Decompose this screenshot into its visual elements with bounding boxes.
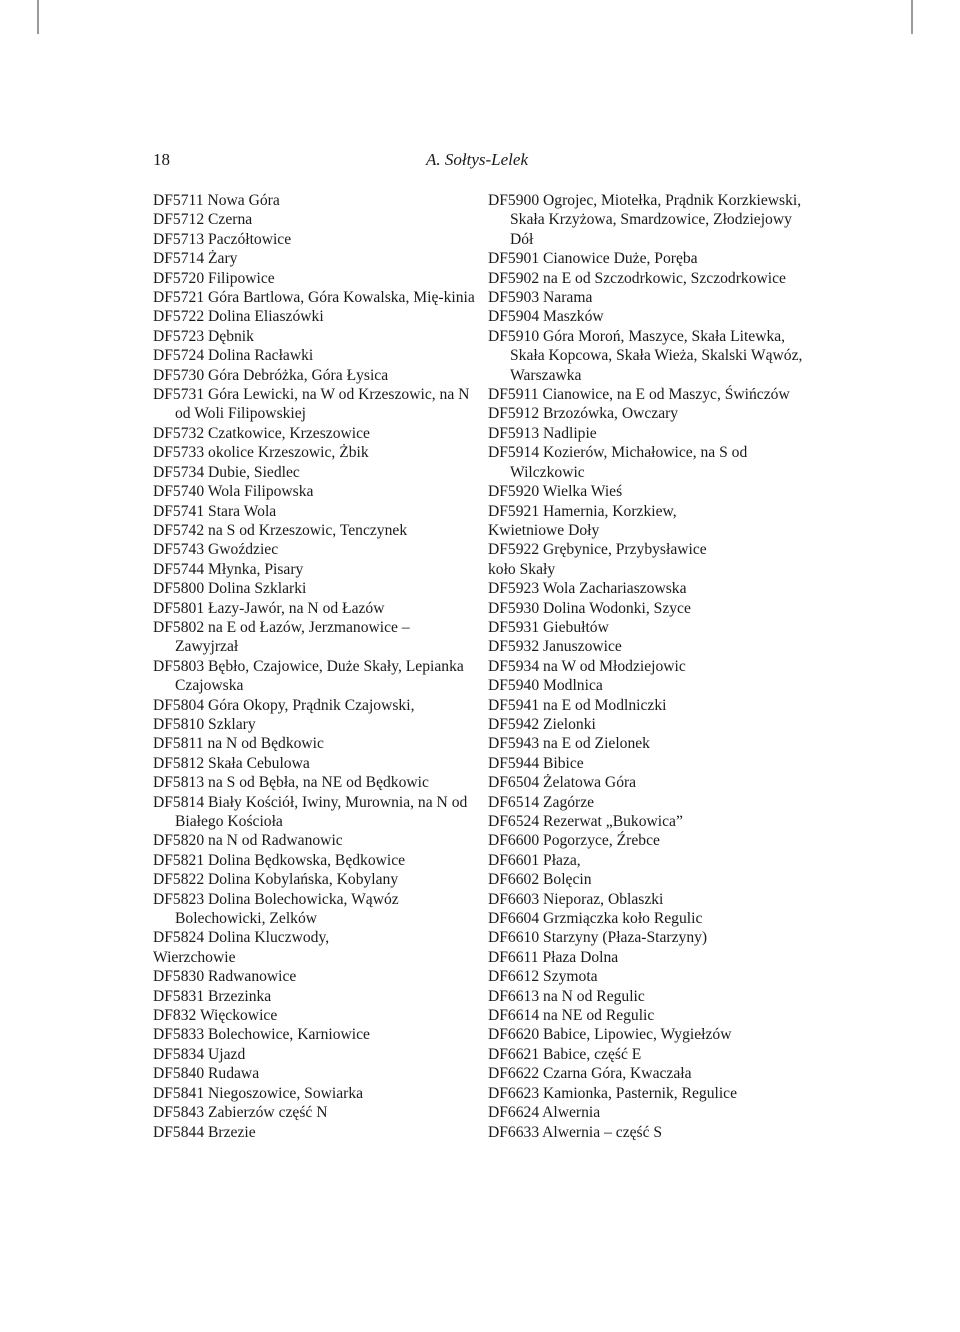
list-item: DF6623 Kamionka, Pasternik, Regulice [488, 1084, 738, 1102]
page-number: 18 [153, 150, 170, 169]
list-item: DF5820 na N od Radwanowic [153, 832, 343, 850]
list-item: DF5714 Żary [153, 250, 238, 268]
list-item: DF5741 Stara Wola [153, 502, 277, 520]
list-item: DF5814 Biały Kościół, Iwiny, Murownia, na N od Białego Kościoła [153, 793, 468, 830]
list-item: Wierzchowie [153, 948, 236, 966]
list-item: DF5804 Góra Okopy, Prądnik Czajowski, [153, 696, 415, 714]
list-item: DF5942 Zielonki [488, 715, 596, 733]
list-item: DF5711 Nowa Góra [153, 192, 280, 209]
list-item: DF5823 Dolina Bolechowicka, Wąwóz Bolechowicki, Zelków [153, 890, 399, 928]
list-item: DF5843 Zabierzów część N [153, 1104, 328, 1122]
list-item: DF5900 Ogrojec, Miotełka, Prądnik Korzkiewski, Skała Krzyżowa, Smardzowice, Złodziejowy Dół [488, 192, 802, 248]
list-item: DF6514 Zagórze [488, 793, 595, 811]
right-column-list [488, 191, 810, 1142]
list-item: DF6504 Żelatowa Góra [488, 774, 637, 792]
list-item: DF5734 Dubie, Siedlec [153, 463, 300, 481]
list-item: DF5733 okolice Krzeszowic, Żbik [153, 444, 369, 462]
list-item: DF5912 Brzozówka, Owczary [488, 405, 679, 423]
list-item: koło Skały [488, 560, 556, 578]
list-item: DF5813 na S od Bębła, na NE od Będkowic [153, 774, 429, 792]
list-item: DF6601 Płaza, [488, 851, 581, 869]
list-item: DF6602 Bolęcin [488, 871, 592, 889]
left-column-list [153, 191, 475, 1142]
list-item: DF6613 na N od Regulic [488, 987, 645, 1005]
list-item: DF6600 Pogorzyce, Źrebce [488, 832, 660, 850]
list-item: DF5712 Czerna [153, 211, 253, 229]
list-item: DF5723 Dębnik [153, 327, 254, 345]
list-item: DF5743 Gwoździec [153, 541, 279, 559]
list-item: DF5841 Niegoszowice, Sowiarka [153, 1084, 364, 1102]
list-item: DF5732 Czatkowice, Krzeszowice [153, 424, 370, 442]
list-item: Kwietniowe Doły [488, 521, 600, 539]
list-item: DF5713 Paczółtowice [153, 230, 292, 248]
list-item: DF5801 Łazy-Jawór, na N od Łazów [153, 599, 385, 617]
list-item: DF5944 Bibice [488, 754, 584, 772]
list-item: DF5721 Góra Bartlowa, Góra Kowalska, Mię-kinia [153, 289, 475, 307]
running-head-author: A. Sołtys-Lelek [426, 150, 528, 169]
list-item: DF5724 Dolina Racławki [153, 347, 314, 365]
list-item: DF5904 Maszków [488, 308, 604, 326]
list-item: DF5901 Cianowice Duże, Poręba [488, 250, 698, 268]
list-item: DF5833 Bolechowice, Karniowice [153, 1026, 370, 1044]
list-item: DF5810 Szklary [153, 715, 256, 733]
list-item: DF5923 Wola Zachariaszowska [488, 580, 687, 598]
list-item: DF5921 Hamernia, Korzkiew, [488, 502, 677, 520]
list-item: DF5720 Filipowice [153, 269, 275, 287]
list-item: DF5844 Brzezie [153, 1123, 256, 1141]
list-item: DF5811 na N od Będkowic [153, 735, 324, 753]
list-item: DF5803 Bębło, Czajowice, Duże Skały, Lepianka Czajowska [153, 657, 464, 695]
list-item: DF6524 Rezerwat „Bukowica” [488, 813, 683, 830]
list-item: DF5940 Modlnica [488, 677, 603, 695]
list-item: DF5834 Ujazd [153, 1045, 246, 1063]
list-item: DF5910 Góra Moroń, Maszyce, Skała Litewka, Skała Kopcowa, Skała Wieża, Skalski Wąwóz, Warszawka [488, 327, 803, 384]
list-item: DF5943 na E od Zielonek [488, 735, 650, 753]
list-item: DF5830 Radwanowice [153, 968, 297, 986]
list-item: DF5831 Brzezinka [153, 987, 272, 1005]
list-item: DF5930 Dolina Wodonki, Szyce [488, 599, 691, 617]
list-item: DF6624 Alwernia [488, 1104, 601, 1122]
list-item: DF5740 Wola Filipowska [153, 483, 314, 501]
list-item: DF5812 Skała Cebulowa [153, 754, 310, 772]
list-item: DF5742 na S od Krzeszowic, Tenczynek [153, 521, 408, 539]
list-item: DF6633 Alwernia – część S [488, 1123, 663, 1141]
list-item: DF6612 Szymota [488, 968, 598, 986]
list-item: DF5731 Góra Lewicki, na W od Krzeszowic, na N od Woli Filipowskiej [153, 386, 470, 423]
list-item: DF5934 na W od Młodziejowic [488, 657, 686, 675]
list-item: DF5922 Grębynice, Przybysławice [488, 541, 707, 559]
list-item: DF5821 Dolina Będkowska, Będkowice [153, 851, 406, 869]
list-item: DF5932 Januszowice [488, 638, 622, 656]
list-item: DF6621 Babice, część E [488, 1045, 642, 1063]
list-item: DF6614 na NE od Regulic [488, 1007, 655, 1025]
list-item: DF5824 Dolina Kluczwody, [153, 929, 330, 947]
list-item: DF5913 Nadlipie [488, 424, 597, 442]
list-item: DF6611 Płaza Dolna [488, 948, 619, 966]
list-item: DF5744 Młynka, Pisary [153, 560, 304, 578]
list-item: DF5730 Góra Debróżka, Góra Łysica [153, 366, 389, 384]
list-item: DF6620 Babice, Lipowiec, Wygiełzów [488, 1026, 732, 1044]
list-item: DF5911 Cianowice, na E od Maszyc, Świńczów [488, 386, 790, 404]
list-item: DF832 Więckowice [153, 1007, 278, 1025]
list-item: DF6622 Czarna Góra, Kwaczała [488, 1065, 692, 1083]
list-item: DF5914 Kozierów, Michałowice, na S od Wilczkowic [488, 444, 748, 481]
list-item: DF5902 na E od Szczodrkowic, Szczodrkowice [488, 269, 786, 287]
list-item: DF6604 Grzmiączka koło Regulic [488, 910, 703, 928]
crop-mark-left [37, 0, 39, 34]
list-item: DF5722 Dolina Eliaszówki [153, 308, 324, 326]
list-item: DF6603 Nieporaz, Oblaszki [488, 890, 664, 908]
list-item: DF5903 Narama [488, 289, 593, 307]
list-item: DF5840 Rudawa [153, 1065, 260, 1083]
crop-mark-right [911, 0, 913, 34]
list-item: DF5920 Wielka Wieś [488, 483, 623, 501]
list-item: DF5822 Dolina Kobylańska, Kobylany [153, 871, 399, 889]
list-item: DF6610 Starzyny (Płaza-Starzyny) [488, 929, 708, 947]
list-item: DF5931 Giebułtów [488, 618, 609, 636]
list-item: DF5800 Dolina Szklarki [153, 580, 307, 598]
list-item: DF5941 na E od Modlniczki [488, 696, 667, 714]
list-item: DF5802 na E od Łazów, Jerzmanowice – Zawyjrzał [153, 618, 410, 656]
